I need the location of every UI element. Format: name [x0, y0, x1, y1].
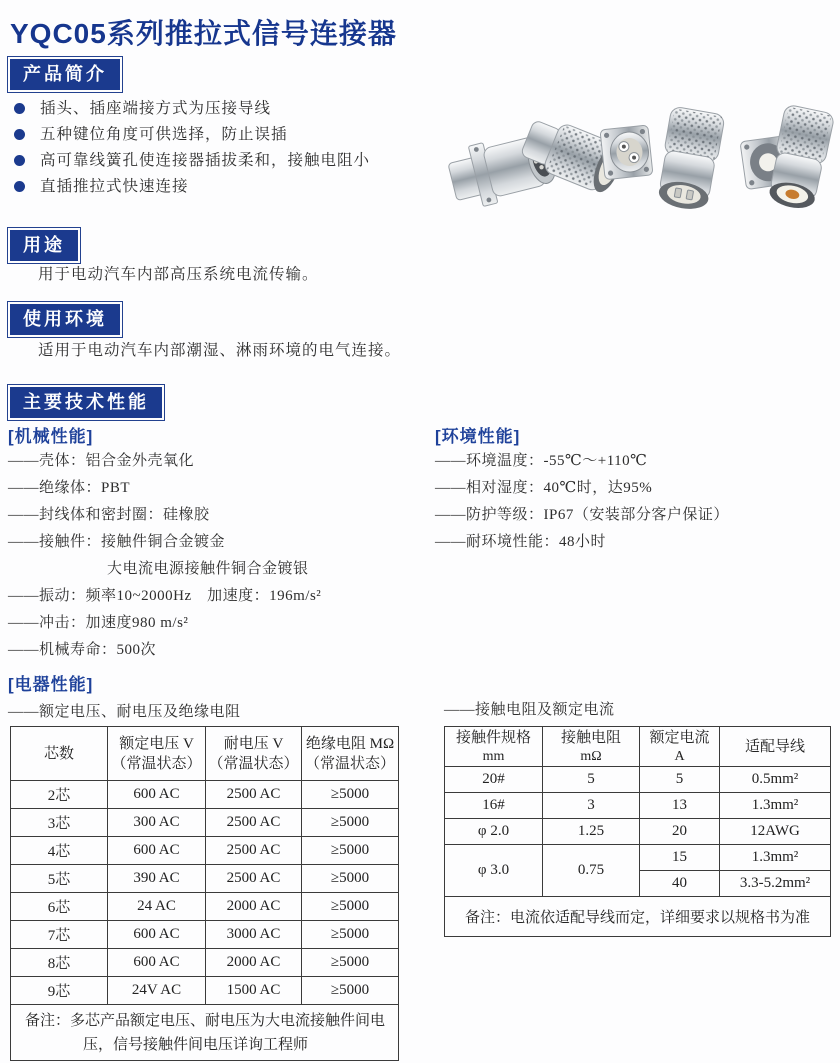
table-cell: ≥5000 — [302, 781, 399, 809]
table-cell: 24 AC — [108, 893, 206, 921]
table-cell: 3 — [543, 793, 640, 819]
header-sub: （常温状态） — [304, 755, 395, 772]
table-cell: 2500 AC — [206, 865, 302, 893]
voltage-table-caption: ——额定电压、耐电压及绝缘电阻 — [8, 704, 241, 720]
column-header — [445, 727, 543, 767]
product-photo — [440, 64, 836, 236]
header-label: 芯数 — [43, 745, 74, 762]
environment-text: 适用于电动汽车内部潮湿、淋雨环境的电气连接。 — [38, 342, 402, 359]
spec-line: ——接触件：接触件铜合金镀金 — [8, 534, 226, 550]
column-header — [543, 727, 640, 767]
table-cell: 1.25 — [543, 819, 640, 845]
table-row — [445, 819, 831, 845]
section-header-environment: 使用环境 — [8, 302, 122, 337]
table-cell: 15 — [640, 845, 720, 871]
spec-line: ——耐环境性能：48小时 — [435, 534, 607, 550]
table-cell: φ 2.0 — [445, 819, 543, 845]
table-cell: 7芯 — [11, 921, 108, 949]
table-note: 备注：电流依适配导线而定，详细要求以规格书为准 — [445, 897, 831, 937]
header-sub: mΩ — [580, 749, 602, 764]
table-cell: 2500 AC — [206, 837, 302, 865]
table-row — [445, 767, 831, 793]
spec-line: ——振动：频率10~2000Hz 加速度：196m/s² — [8, 588, 322, 604]
table-row — [11, 781, 399, 809]
spec-line: ——相对湿度：40℃时，达95% — [435, 480, 653, 496]
bullet-text: 直插推拉式快速连接 — [40, 178, 189, 195]
list-item — [14, 174, 370, 200]
table-cell: 5 — [640, 767, 720, 793]
table-cell: 2000 AC — [206, 893, 302, 921]
table-cell: 5芯 — [11, 865, 108, 893]
section-header-usage: 用途 — [8, 228, 80, 263]
table-cell: 13 — [640, 793, 720, 819]
list-item — [14, 148, 370, 174]
spec-line: ——环境温度：-55℃～+110℃ — [435, 453, 648, 469]
table-cell: 8芯 — [11, 949, 108, 977]
column-header — [206, 727, 302, 781]
table-row — [445, 793, 831, 819]
table-cell: 3000 AC — [206, 921, 302, 949]
table-note — [11, 1005, 399, 1061]
table-cell: 1.3mm² — [720, 845, 831, 871]
table-cell: 2500 AC — [206, 809, 302, 837]
spec-line: ——壳体：铝合金外壳氧化 — [8, 453, 195, 469]
spec-line: ——机械寿命：500次 — [8, 642, 157, 658]
table-cell: 600 AC — [108, 837, 206, 865]
table-header-row — [445, 727, 831, 767]
bullet-icon — [14, 129, 25, 140]
table-cell: 2500 AC — [206, 781, 302, 809]
table-row — [11, 921, 399, 949]
table-row — [11, 893, 399, 921]
table-cell: 3.3-5.2mm² — [720, 871, 831, 897]
mechanical-title: [机械性能] — [8, 427, 94, 446]
table-cell-merged-resistance: 0.75 — [543, 845, 640, 897]
bullet-icon — [14, 155, 25, 166]
page-title: YQC05系列推拉式信号连接器 — [10, 18, 397, 49]
bullet-text: 高可靠线簧孔使连接器插拔柔和，接触电阻小 — [40, 152, 371, 169]
table-cell: ≥5000 — [302, 977, 399, 1005]
table-row — [11, 809, 399, 837]
table-row — [11, 865, 399, 893]
bullet-icon — [14, 181, 25, 192]
table-cell: 1500 AC — [206, 977, 302, 1005]
column-header — [640, 727, 720, 767]
environmental-title: [环境性能] — [435, 427, 521, 446]
header-label: 绝缘电阻 MΩ — [305, 735, 395, 752]
column-header — [11, 727, 108, 781]
section-header-main-specs: 主要技术性能 — [8, 385, 164, 420]
table-cell: 12AWG — [720, 819, 831, 845]
table-cell: 16# — [445, 793, 543, 819]
header-label: 耐电压 V — [223, 735, 284, 752]
table-cell: 24V AC — [108, 977, 206, 1005]
section-header-intro: 产品简介 — [8, 57, 122, 92]
header-label: 适配导线 — [744, 738, 805, 755]
table-cell: 0.5mm² — [720, 767, 831, 793]
column-header — [302, 727, 399, 781]
header-sub: A — [674, 749, 685, 764]
table-row — [11, 977, 399, 1005]
note-line: 压，信号接触件间电压详询工程师 — [83, 1036, 309, 1053]
table-cell: 3芯 — [11, 809, 108, 837]
voltage-table — [10, 726, 399, 1061]
electrical-title: [电器性能] — [8, 675, 94, 694]
table-row — [445, 845, 831, 871]
table-cell: 5 — [543, 767, 640, 793]
header-sub: （常温状态） — [208, 755, 299, 772]
table-cell: ≥5000 — [302, 865, 399, 893]
table-cell: ≥5000 — [302, 921, 399, 949]
current-table — [444, 726, 831, 937]
table-row — [11, 837, 399, 865]
spec-line: ——冲击：加速度980 m/s² — [8, 615, 189, 631]
table-cell: 600 AC — [108, 949, 206, 977]
bullet-icon — [14, 103, 25, 114]
spec-line: ——绝缘体：PBT — [8, 480, 131, 496]
header-sub: mm — [482, 749, 505, 764]
table-cell: 20# — [445, 767, 543, 793]
column-header — [108, 727, 206, 781]
table-cell: 4芯 — [11, 837, 108, 865]
header-label: 额定电流 — [649, 730, 710, 746]
table-cell: 1.3mm² — [720, 793, 831, 819]
table-header-row — [11, 727, 399, 781]
table-note-row — [11, 1005, 399, 1061]
mechanical-list — [8, 448, 321, 664]
environmental-list — [435, 448, 729, 556]
list-item — [14, 96, 370, 122]
usage-text: 用于电动汽车内部高压系统电流传输。 — [38, 266, 319, 283]
column-header — [720, 727, 831, 767]
table-row — [11, 949, 399, 977]
table-cell: ≥5000 — [302, 809, 399, 837]
table-cell: 300 AC — [108, 809, 206, 837]
bullet-text: 五种键位角度可供选择，防止误插 — [40, 126, 288, 143]
table-cell-merged-spec: φ 3.0 — [445, 845, 543, 897]
table-cell: 2000 AC — [206, 949, 302, 977]
table-cell: 9芯 — [11, 977, 108, 1005]
header-sub: （常温状态） — [111, 755, 202, 772]
spec-line: ——封线体和密封圈：硅橡胶 — [8, 507, 210, 523]
table-note-row — [445, 897, 831, 937]
table-cell: 600 AC — [108, 781, 206, 809]
spec-line: 大电流电源接触件铜合金镀银 — [107, 561, 309, 577]
table-cell: ≥5000 — [302, 837, 399, 865]
table-cell: 2芯 — [11, 781, 108, 809]
intro-bullet-list — [14, 96, 370, 200]
table-cell: 390 AC — [108, 865, 206, 893]
spec-line: ——防护等级：IP67（安装部分客户保证） — [435, 507, 729, 523]
list-item — [14, 122, 370, 148]
current-table-caption: ——接触电阻及额定电流 — [444, 702, 615, 718]
table-cell: ≥5000 — [302, 893, 399, 921]
header-label: 接触电阻 — [560, 730, 621, 746]
bullet-text: 插头、插座端接方式为压接导线 — [40, 100, 272, 117]
header-label: 额定电压 V — [119, 735, 194, 752]
table-cell: 600 AC — [108, 921, 206, 949]
table-cell: 6芯 — [11, 893, 108, 921]
header-label: 接触件规格 — [455, 730, 531, 746]
table-cell: 40 — [640, 871, 720, 897]
table-cell: 20 — [640, 819, 720, 845]
table-cell: ≥5000 — [302, 949, 399, 977]
note-line: 备注：多芯产品额定电压、耐电压为大电流接触件间电 — [25, 1012, 386, 1029]
connectors-illustration — [440, 64, 836, 236]
